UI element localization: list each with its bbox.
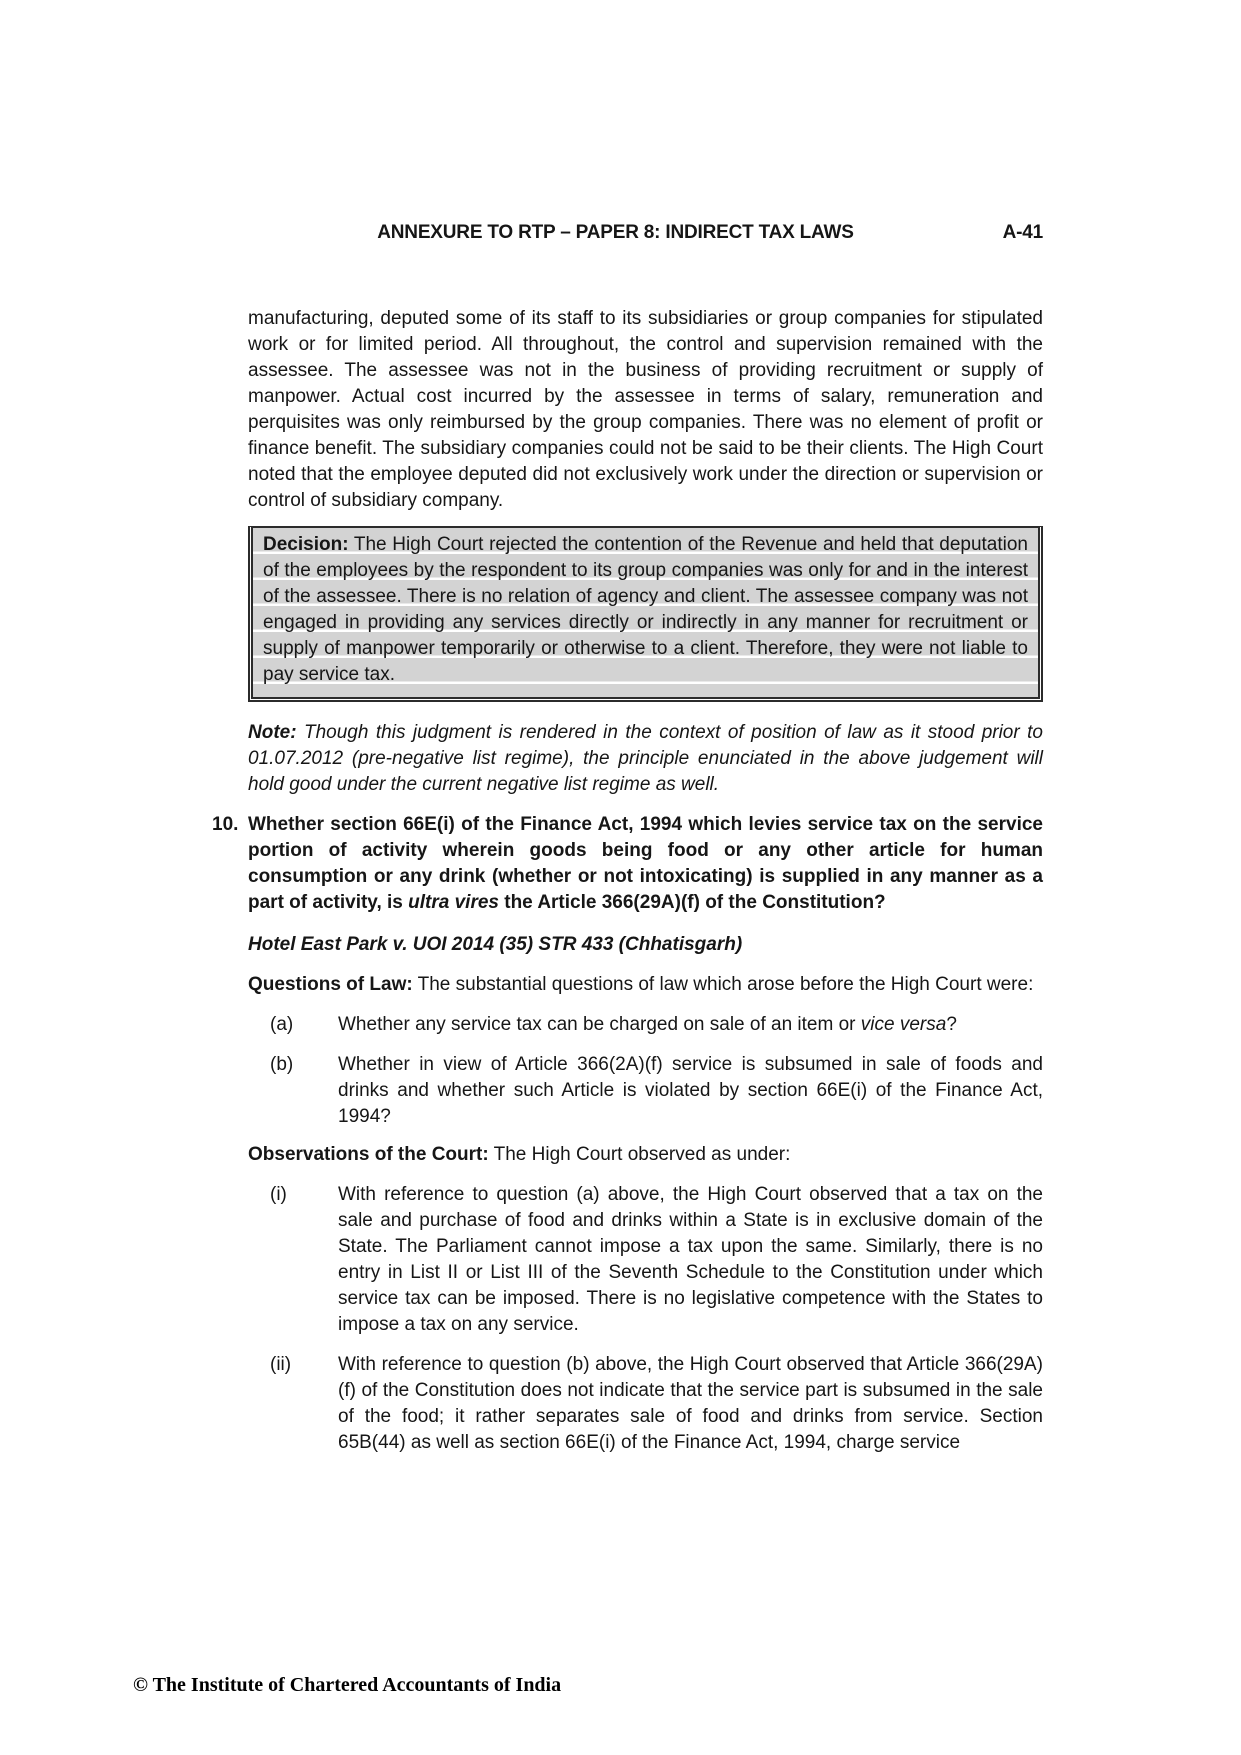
observation-i-text: With reference to question (a) above, the High Court observed that a tax on the sale and purchase of food and drinks within a State is in exclusive domain of the State. The Parliament cannot impose a tax upon the same. Similarly, there is no entry in List II or List III of the Seventh Schedule to the Constitution under which service tax can be imposed. There is no legislative competence with the States to impose a tax on any service.: [338, 1184, 1043, 1335]
note-paragraph: [248, 720, 1043, 798]
decision-label: Decision:: [263, 534, 349, 555]
observation-i-marker: (i): [270, 1184, 287, 1205]
header-page-number: A-41: [1002, 222, 1043, 243]
observation-ii-text: With reference to question (b) above, the High Court observed that Article 366(29A)(f) of the Constitution does not indicate that the service part is subsumed in the sale of the food; it rather separates sale of food and drinks from service. Section 65B(44) as well as section 66E(i) of the Finance Act, 1994, charge service: [338, 1354, 1043, 1453]
question-b-text: Whether in view of Article 366(2A)(f) service is subsumed in sale of foods and drinks and whether such Article is violated by section 66E(i) of the Finance Act, 1994?: [338, 1054, 1043, 1127]
item-10-question-text-1: Whether section 66E(i) of the Finance Act, 1994 which levies service tax on the service portion of activity wherein goods being food or any other article for human consumption or any drink (whether or not intoxicating) is supplied in any manner as a part of activity, is: [248, 814, 1043, 913]
item-10-question-text-2: the Article 366(29A)(f) of the Constitution?: [498, 892, 886, 913]
page-content: [212, 222, 1043, 1456]
observations-paragraph: [248, 1142, 1043, 1168]
intro-paragraph: manufacturing, deputed some of its staff to its subsidiaries or group companies for stipulated work or for limited period. All throughout, the control and supervision remained with the assessee. The assessee was not in the business of providing recruitment or supply of manpower. Actual cost incurred by the assessee in terms of salary, remuneration and perquisites was only reimbursed by the group companies. There was no element of profit or finance benefit. The subsidiary companies could not be said to be their clients. The High Court noted that the employee deputed did not exclusively work under the direction or supervision or control of subsidiary company.: [248, 308, 1043, 511]
question-a: [248, 1012, 1043, 1038]
question-a-text-italic: vice versa: [860, 1014, 947, 1035]
observations-intro: The High Court observed as under:: [488, 1144, 791, 1165]
questions-of-law-paragraph: [248, 972, 1043, 998]
decision-text: The High Court rejected the contention of the Revenue and held that deputation of the employees by the respondent to its group companies was only for and in the interest of the assessee. There is no relation of agency and client. The assessee company was not engaged in providing any services directly or indirectly in any manner for recruitment or supply of manpower temporarily or otherwise to a client. Therefore, they were not liable to pay service tax.: [263, 534, 1028, 685]
header-title: ANNEXURE TO RTP – PAPER 8: INDIRECT TAX LAWS: [377, 222, 854, 243]
observations-label: Observations of the Court:: [248, 1144, 489, 1165]
observation-i: [248, 1182, 1043, 1338]
observation-ii: [248, 1352, 1043, 1456]
question-b: [248, 1052, 1043, 1130]
item-10-question: [212, 812, 1043, 916]
decision-box: [248, 526, 1043, 702]
item-10-number: 10.: [212, 814, 239, 835]
running-header: [248, 222, 1043, 244]
questions-of-law-intro: The substantial questions of law which arose before the High Court were:: [412, 974, 1034, 995]
note-text: Though this judgment is rendered in the context of position of law as it stood prior to 01.07.2012 (pre-negative list regime), the principle enunciated in the above judgement will hold good under the current negative list regime as well.: [248, 722, 1043, 795]
question-a-text-2: ?: [946, 1014, 957, 1035]
item-10-question-italic: ultra vires: [408, 892, 499, 913]
decision-paragraph: [253, 528, 1038, 697]
question-a-text: [338, 1012, 1043, 1038]
copyright-footer: © The Institute of Chartered Accountants of India: [133, 1674, 562, 1696]
question-b-marker: (b): [270, 1054, 294, 1075]
case-citation: Hotel East Park v. UOI 2014 (35) STR 433 (Chhatisgarh): [248, 934, 743, 955]
observation-ii-marker: (ii): [270, 1354, 292, 1375]
questions-of-law-label: Questions of Law:: [248, 974, 413, 995]
question-a-text-1: Whether any service tax can be charged on sale of an item or: [338, 1014, 861, 1035]
question-a-marker: (a): [270, 1014, 294, 1035]
note-label: Note:: [248, 722, 297, 743]
